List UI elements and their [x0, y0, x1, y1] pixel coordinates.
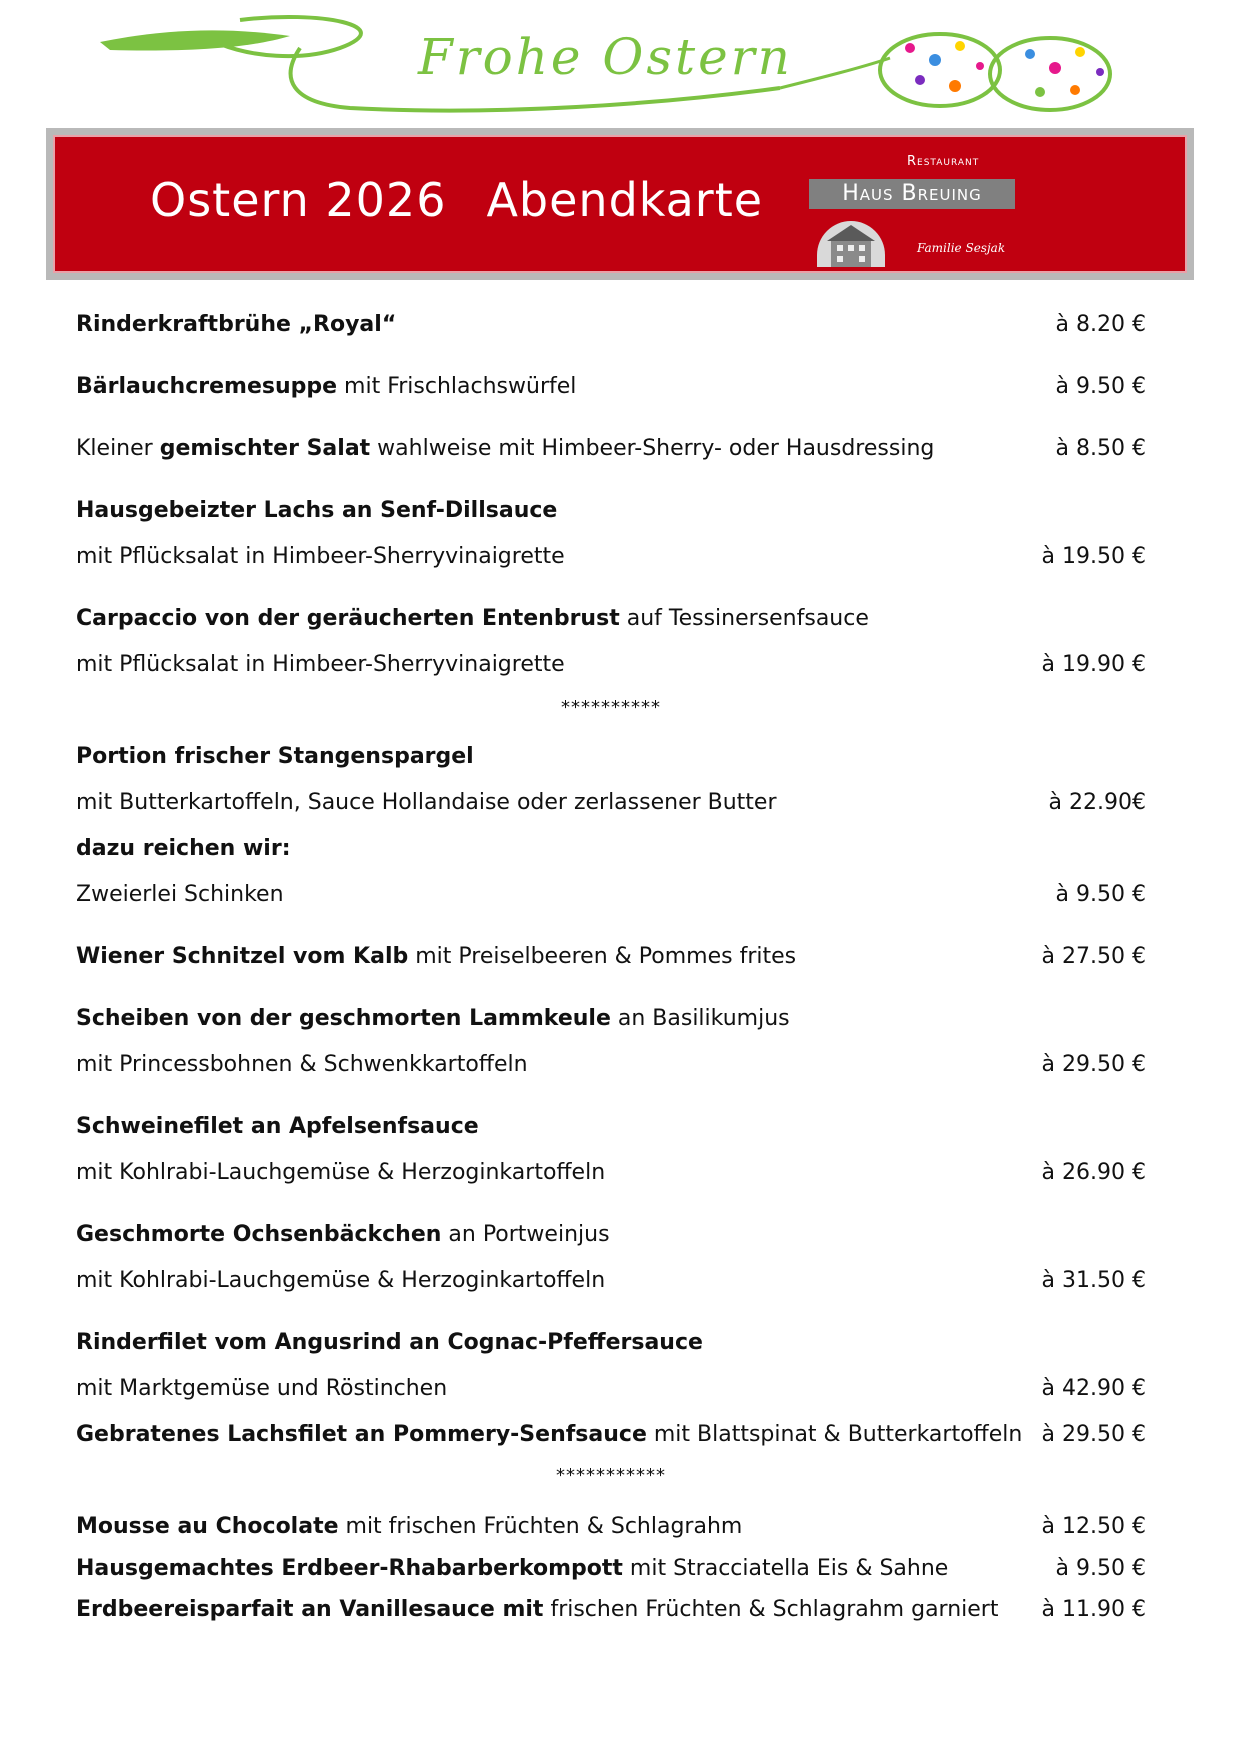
title-right: Abendkarte	[486, 173, 764, 227]
header-frame	[46, 128, 1194, 280]
header-panel	[53, 135, 1187, 273]
menu-item: Rinderkraftbrühe „Royal“ à 8.20 €	[76, 310, 1146, 340]
menu-item-title: Schweinefilet an Apfelsenfsauce	[76, 1114, 479, 1139]
menu-item-title: Carpaccio von der geräucherten Entenbrust auf Tessinersenfsauce	[76, 606, 869, 631]
price: à 11.90 €	[1041, 1597, 1146, 1622]
title-left: Ostern 2026	[150, 173, 447, 227]
price: à 19.50 €	[1041, 544, 1146, 569]
price: à 9.50 €	[1055, 374, 1146, 399]
separator: **********	[561, 697, 661, 718]
menu-item-detail: Zweierlei Schinken à 9.50 €	[76, 880, 1146, 910]
menu-item: Mousse au Chocolate mit frischen Früchten & Schlagrahm à 12.50 €	[76, 1512, 1146, 1542]
price: à 8.20 €	[1055, 312, 1146, 337]
price: à 19.90 €	[1041, 652, 1146, 677]
menu-item: Gebratenes Lachsfilet an Pommery-Senfsauce mit Blattspinat & Butterkartoffeln à 29.50 €	[76, 1420, 1146, 1450]
frohe-ostern-banner	[100, 8, 1140, 123]
price: à 42.90 €	[1041, 1376, 1146, 1401]
menu-item-title: Hausgebeizter Lachs an Senf-Dillsauce	[76, 498, 558, 523]
price: à 29.50 €	[1041, 1422, 1146, 1447]
menu-item-detail: mit Kohlrabi-Lauchgemüse & Herzoginkartoffeln à 31.50 €	[76, 1266, 1146, 1296]
menu-item-title: Geschmorte Ochsenbäckchen an Portweinjus	[76, 1222, 610, 1247]
menu-item: Wiener Schnitzel vom Kalb mit Preiselbeeren & Pommes frites à 27.50 €	[76, 942, 1146, 972]
menu-item-title: Scheiben von der geschmorten Lammkeule an Basilikumjus	[76, 1006, 790, 1031]
menu-item: Bärlauchcremesuppe mit Frischlachswürfel à 9.50 €	[76, 372, 1146, 402]
separator: ***********	[556, 1465, 666, 1486]
menu-item-detail: mit Pflücksalat in Himbeer-Sherryvinaigrette à 19.50 €	[76, 542, 1146, 572]
price: à 22.90€	[1048, 790, 1146, 815]
price: à 26.90 €	[1041, 1160, 1146, 1185]
price: à 12.50 €	[1041, 1514, 1146, 1539]
menu-item-detail: mit Marktgemüse und Röstinchen à 42.90 €	[76, 1374, 1146, 1404]
logo-family: Familie Sesjak	[917, 241, 1006, 255]
banner-title: Frohe Ostern	[418, 28, 793, 86]
price: à 27.50 €	[1041, 944, 1146, 969]
menu-item: Hausgemachtes Erdbeer-Rhabarberkompott mit Stracciatella Eis & Sahne à 9.50 €	[76, 1554, 1146, 1584]
menu-item: Erdbeereisparfait an Vanillesauce mit frischen Früchten & Schlagrahm garniert à 11.90 €	[76, 1595, 1146, 1625]
house-photo-icon	[817, 221, 885, 267]
price: à 31.50 €	[1041, 1268, 1146, 1293]
price: à 9.50 €	[1055, 1556, 1146, 1581]
menu-item-detail: mit Princessbohnen & Schwenkkartoffeln à 29.50 €	[76, 1050, 1146, 1080]
menu-item-detail: mit Pflücksalat in Himbeer-Sherryvinaigrette à 19.90 €	[76, 650, 1146, 680]
menu-item: Kleiner gemischter Salat wahlweise mit Himbeer-Sherry- oder Hausdressing à 8.50 €	[76, 434, 1146, 464]
price: à 29.50 €	[1041, 1052, 1146, 1077]
menu-item-title: dazu reichen wir:	[76, 836, 291, 861]
logo-restaurant-label: Restaurant	[907, 154, 980, 169]
menu-item-detail: mit Butterkartoffeln, Sauce Hollandaise oder zerlassener Butter à 22.90€	[76, 788, 1146, 818]
page-title	[150, 173, 763, 227]
logo-name: Haus Breuing	[809, 179, 1015, 209]
price: à 8.50 €	[1055, 436, 1146, 461]
price: à 9.50 €	[1055, 882, 1146, 907]
menu-item-title: Rinderfilet vom Angusrind an Cognac-Pfeffersauce	[76, 1330, 703, 1355]
menu-item-detail: mit Kohlrabi-Lauchgemüse & Herzoginkartoffeln à 26.90 €	[76, 1158, 1146, 1188]
menu-item-title: Portion frischer Stangenspargel	[76, 744, 474, 769]
